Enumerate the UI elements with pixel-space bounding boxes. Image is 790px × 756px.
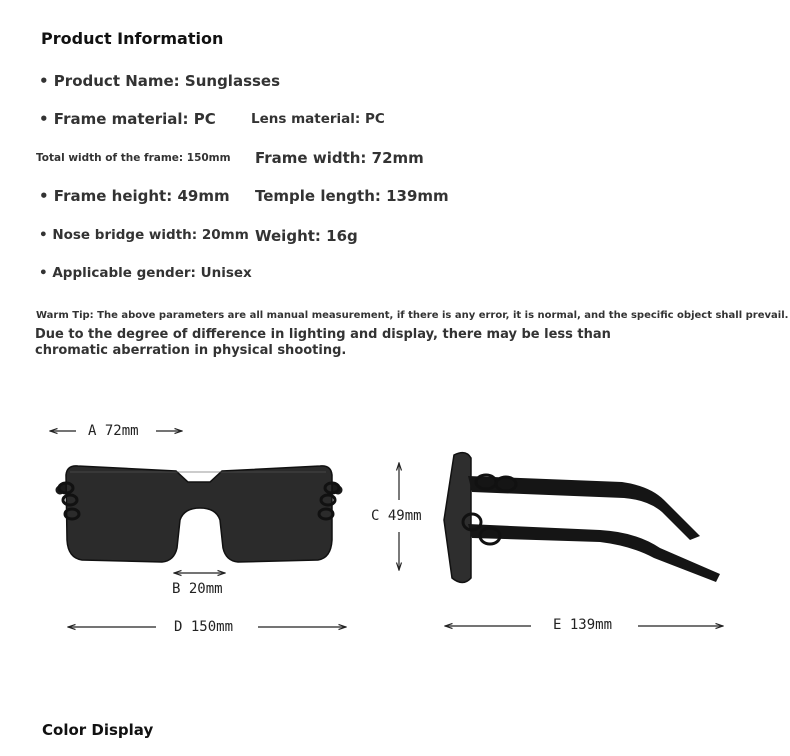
spec-total-width: Total width of the frame: 150mm [36, 152, 231, 164]
spec-gender: • Applicable gender: Unisex [39, 265, 252, 281]
dim-b-label: B 20mm [172, 581, 223, 597]
spec-nose-bridge: • Nose bridge width: 20mm [39, 227, 249, 243]
side-view [444, 453, 720, 583]
spec-product-name: • Product Name: Sunglasses [39, 72, 281, 90]
dim-c-label: C 49mm [371, 508, 422, 524]
color-display-heading: Color Display [42, 721, 154, 739]
dim-e-label: E 139mm [553, 617, 613, 633]
front-lens-shield [66, 466, 332, 562]
spec-frame-width: Frame width: 72mm [255, 149, 424, 167]
spec-frame-material: • Frame material: PC [39, 110, 216, 128]
spec-lens-material: Lens material: PC [251, 111, 385, 127]
chromatic-note: Due to the degree of difference in lighting and display, there may be less than chromatic aberration in physical shooting. [35, 327, 611, 358]
spec-temple-length: Temple length: 139mm [255, 187, 449, 205]
spec-frame-height: • Frame height: 49mm [39, 187, 230, 205]
spec-weight: Weight: 16g [255, 227, 358, 245]
dim-a-label: A 72mm [88, 423, 139, 439]
warm-tip: Warm Tip: The above parameters are all manual measurement, if there is any error, it is normal, and the specific object shall prevail. [36, 310, 789, 321]
section-title: Product Information [41, 29, 224, 48]
dim-d-label: D 150mm [174, 619, 234, 635]
